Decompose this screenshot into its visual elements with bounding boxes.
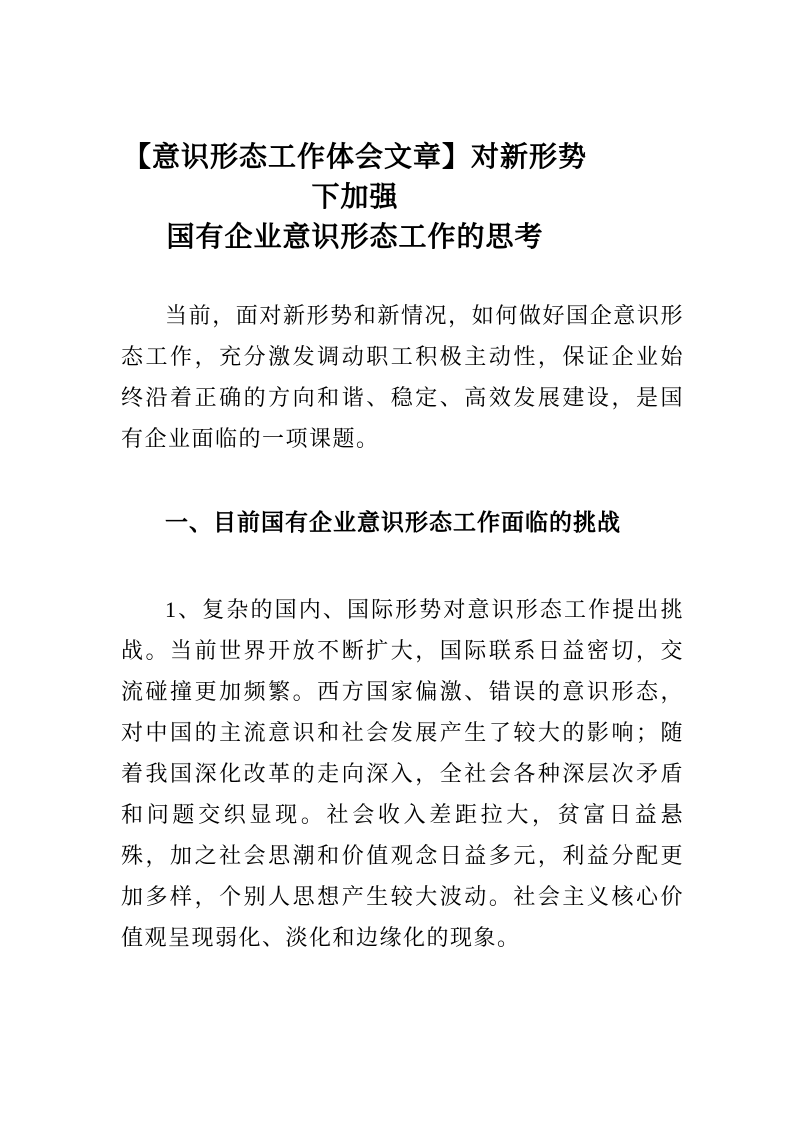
section-1-heading: 一、目前国有企业意识形态工作面临的挑战	[165, 509, 621, 535]
section-1-paragraph: 1、复杂的国内、国际形势对意识形态工作提出挑战。当前世界开放不断扩大，国际联系日益密切，交流碰撞更加频繁。西方国家偏激、错误的意识形态，对中国的主流意识和社会发展产生了较大的影响；随着我国深化改革的走向深入，全社会各种深层次矛盾和问题交织显现。社会收入差距拉大，贫富日益悬殊，加之社会思潮和价值观念日益多元，利益分配更加多样，个别人思想产生较大波动。社会主义核心价值观呈现弱化、淡化和边缘化的现象。	[121, 597, 684, 950]
document-title	[121, 137, 684, 257]
document-title-line-2: 国有企业意识形态工作的思考	[166, 221, 544, 252]
document-title-line-1: 【意识形态工作体会文章】对新形势下加强	[122, 141, 587, 212]
intro-paragraph: 当前，面对新形势和新情况，如何做好国企意识形态工作，充分激发调动职工积极主动性，保证企业始终沿着正确的方向和谐、稳定、高效发展建设，是国有企业面临的一项课题。	[121, 303, 684, 451]
